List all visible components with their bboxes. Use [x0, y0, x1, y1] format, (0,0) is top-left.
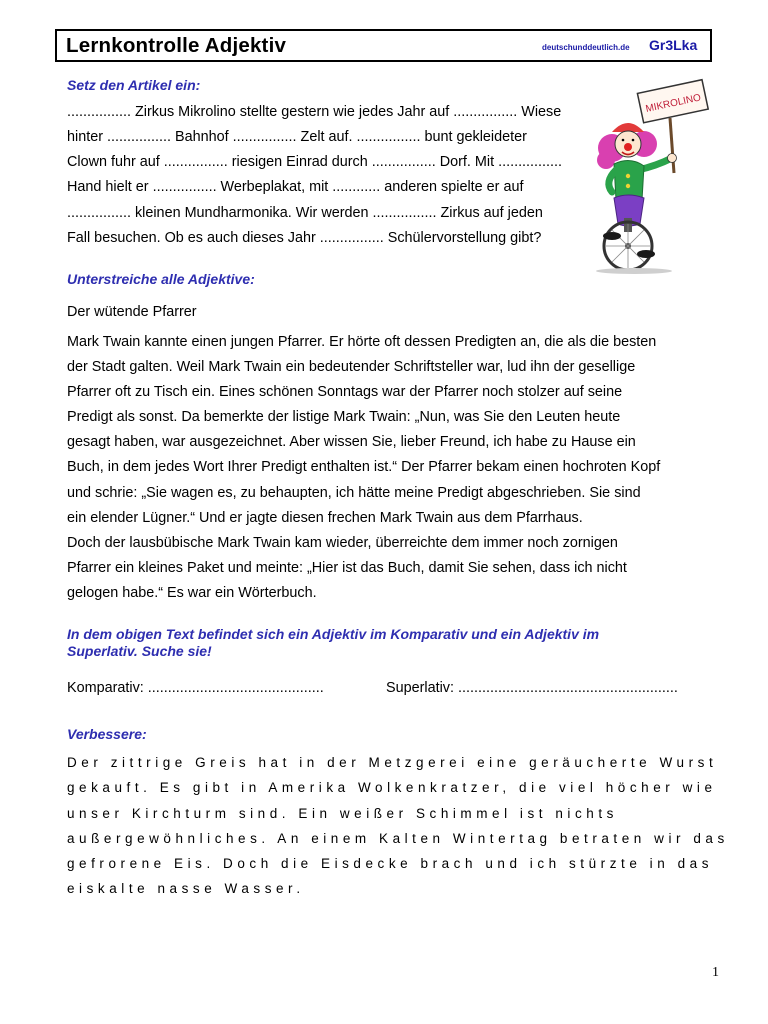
section1-line: Clown fuhr auf ................ riesigen Einrad durch ................ Dorf. Mit ................ — [67, 154, 563, 170]
story-line: Buch, in dem jedes Wort Ihrer Predigt enthalten ist.“ Der Pfarrer bekam einen hochroten Kopf — [67, 459, 661, 475]
section1-line: ................ kleinen Mundharmonika. Wir werden ................ Zirkus auf jeden — [67, 205, 543, 221]
story-line: Pfarrer oft zu Tisch ein. Eines schönen Sonntags war der Pfarrer noch stolzer auf seine — [67, 384, 623, 400]
section1-line: Fall besuchen. Ob es auch dieses Jahr ................ Schülervorstellung gibt? — [67, 230, 542, 246]
story-line: ein elender Lügner.“ Und er jagte diesen frechen Mark Twain aus dem Pfarrhaus. — [67, 510, 583, 526]
komparativ-answer-line: Komparativ: ............................................ — [67, 680, 324, 696]
section1-line: ................ Zirkus Mikrolino stellte gestern wie jedes Jahr auf ................ Wiese — [67, 104, 562, 120]
section1-line: Hand hielt er ................ Werbeplakat, mit ............ anderen spielte er auf — [67, 179, 524, 195]
worksheet-header — [55, 29, 712, 62]
section2-heading: Unterstreiche alle Adjektive: — [67, 271, 255, 287]
superlativ-answer-line: Superlativ: ....................................................... — [386, 680, 678, 696]
section3-heading-line2: Superlativ. Suche sie! — [67, 643, 212, 659]
correction-line: Der zittrige Greis hat in der Metzgerei eine geräucherte Wurst — [67, 755, 718, 770]
story-line: gesagt haben, war ausgezeichnet. Aber wissen Sie, lieber Freund, ich habe zu Hause ein — [67, 434, 636, 450]
website-label: deutschunddeutlich.de — [542, 43, 630, 52]
clown-unicycle-illustration — [590, 78, 712, 274]
story-line: Mark Twain kannte einen jungen Pfarrer. Er hörte oft dessen Predigten an, die als die besten — [67, 334, 657, 350]
story-line: gelogen habe.“ Es war ein Wörterbuch. — [67, 585, 317, 601]
worksheet-code: Gr3Lka — [649, 37, 698, 53]
sign-text: MIKROLINO — [644, 92, 702, 115]
section1-heading: Setz den Artikel ein: — [67, 77, 201, 93]
page-number: 1 — [712, 965, 719, 980]
correction-line: unser Kirchturm sind. Ein weißer Schimmel ist nichts — [67, 806, 618, 821]
story-line: der Stadt galten. Weil Mark Twain ein bedeutender Schriftsteller war, lud ihn der gesellige — [67, 359, 636, 375]
correction-line: gefrorene Eis. Doch die Eisdecke brach und ich stürzte in das — [67, 856, 713, 871]
correction-line: eiskalte nasse Wasser. — [67, 881, 305, 896]
story-title: Der wütende Pfarrer — [67, 304, 197, 320]
correction-line: gekauft. Es gibt in Amerika Wolkenkratzer, die viel höcher wie — [67, 780, 717, 795]
section4-heading: Verbessere: — [67, 726, 147, 742]
worksheet-title: Lernkontrolle Adjektiv — [66, 34, 287, 57]
correction-line: außergewöhnliches. An einem Kalten Wintertag betraten wir das — [67, 831, 729, 846]
story-line: Doch der lausbübische Mark Twain kam wieder, überreichte dem immer noch zornigen — [67, 535, 618, 551]
section1-line: hinter ................ Bahnhof ................ Zelt auf. ................ bunt gekleideter — [67, 129, 527, 145]
story-line: Pfarrer ein kleines Paket und meinte: „Hier ist das Buch, damit Sie sehen, dass ich nicht — [67, 560, 627, 576]
section3-heading-line1: In dem obigen Text befindet sich ein Adjektiv im Komparativ und ein Adjektiv im — [67, 626, 600, 642]
story-line: Predigt als sonst. Da bemerkte der listige Mark Twain: „Nun, was Sie den Leuten heute — [67, 409, 621, 425]
story-line: und schrie: „Sie wagen es, zu behaupten, ich hätte meine Predigt abgeschrieben. Sie sind — [67, 485, 641, 501]
